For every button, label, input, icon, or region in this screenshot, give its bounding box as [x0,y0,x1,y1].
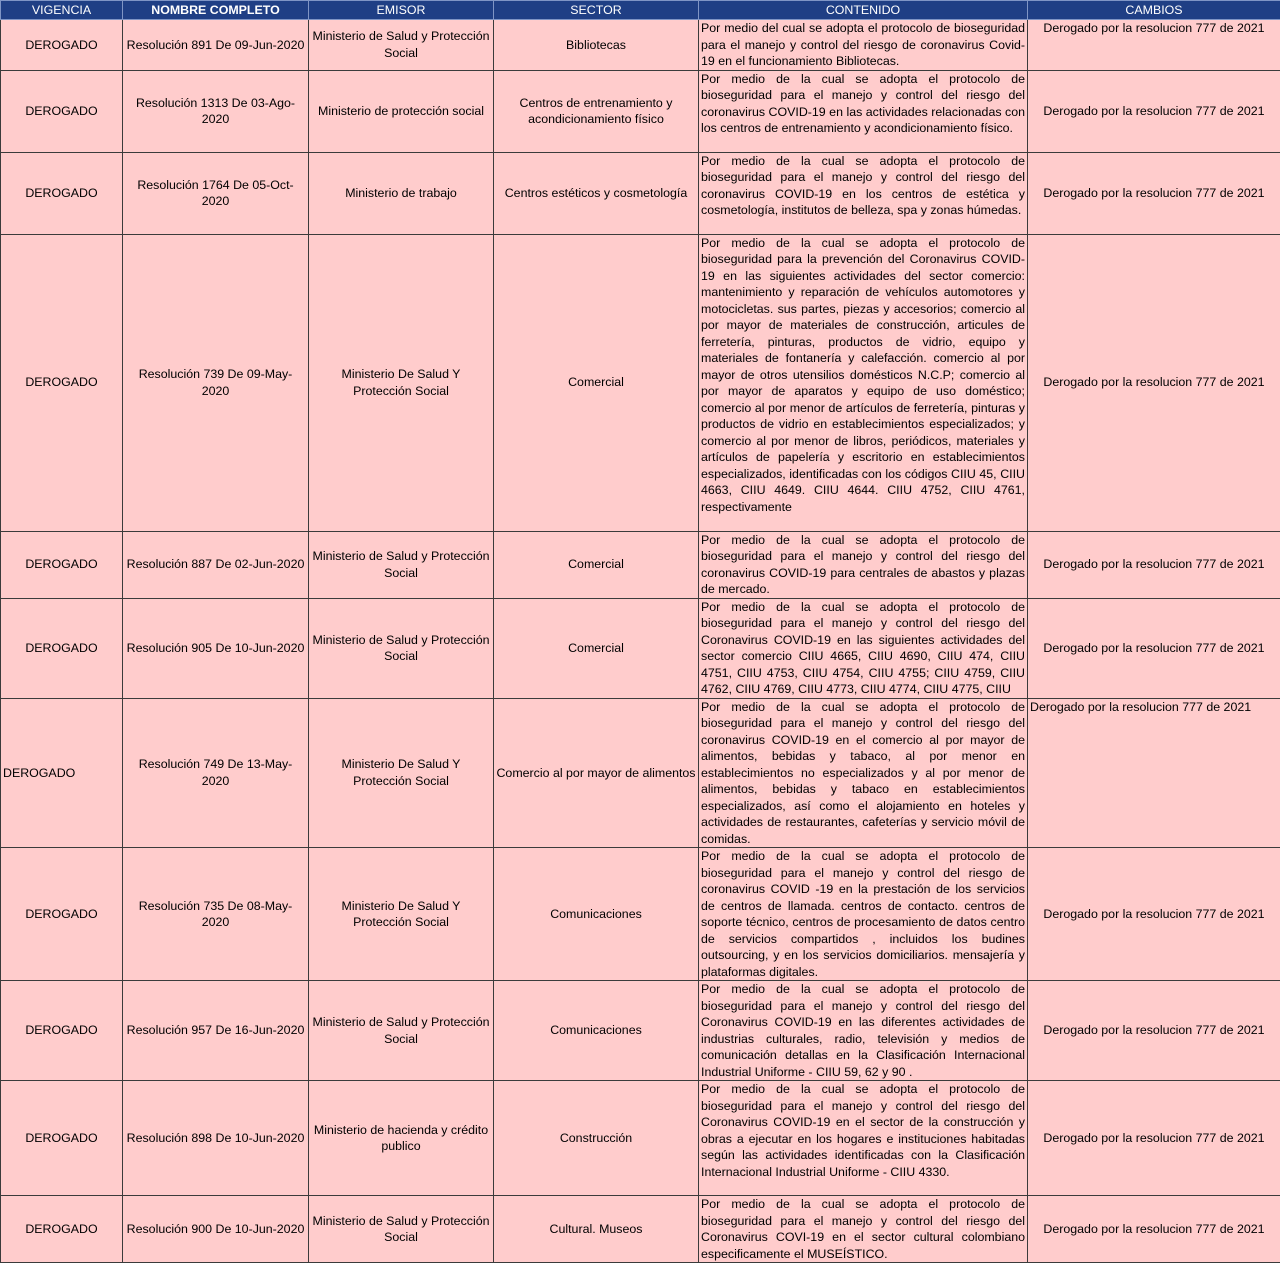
table-row [1,598,1280,698]
cell-contenido[interactable]: Por medio del cual se adopta el protocolo de bioseguridad para el manejo y control del riesgo de coronavirus Covid-19 en el funcionamiento Bibliotecas. [699,20,1028,71]
table-row [1,848,1280,981]
cell-sector[interactable]: Cultural. Museos [494,1196,699,1263]
cell-vigencia[interactable]: DEROGADO [1,1081,123,1196]
cell-emisor[interactable]: Ministerio De Salud Y Protección Social [309,234,494,531]
cell-nombre[interactable]: Resolución 1313 De 03-Ago-2020 [123,70,309,152]
cell-cambios[interactable]: Derogado por la resolucion 777 de 2021 [1028,152,1280,234]
cell-nombre[interactable]: Resolución 749 De 13-May-2020 [123,698,309,848]
cell-sector[interactable]: Centros de entrenamiento y acondicionamiento físico [494,70,699,152]
cell-sector[interactable]: Comercial [494,531,699,598]
cell-cambios[interactable]: Derogado por la resolucion 777 de 2021 [1028,1196,1280,1263]
cell-emisor[interactable]: Ministerio De Salud Y Protección Social [309,698,494,848]
cell-contenido[interactable]: Por medio de la cual se adopta el protocolo de bioseguridad para el manejo y control del riesgo del Coronavirus COVID-19 en las siguientes actividades del sector comercio CIIU 4665, CIIU 4690, CIIU 474, CIIU 4751, CIIU 4753, CIIU 4754, CIIU 4755; CIIU 4759, CIIU 4762, CIIU 4769, CIIU 4773, CIIU 4774, CIIU 4775, CIIU [699,598,1028,698]
cell-cambios[interactable]: Derogado por la resolucion 777 de 2021 [1028,20,1280,71]
cell-cambios[interactable]: Derogado por la resolucion 777 de 2021 [1028,1081,1280,1196]
table-row [1,20,1280,71]
table-row [1,152,1280,234]
header-cambios[interactable]: CAMBIOS [1028,1,1280,20]
table-row [1,981,1280,1081]
cell-emisor[interactable]: Ministerio de hacienda y crédito publico [309,1081,494,1196]
cell-emisor[interactable]: Ministerio de Salud y Protección Social [309,1196,494,1263]
cell-emisor[interactable]: Ministerio de Salud y Protección Social [309,598,494,698]
cell-vigencia[interactable]: DEROGADO [1,20,123,71]
table-row [1,698,1280,848]
cell-contenido[interactable]: Por medio de la cual se adopta el protocolo de bioseguridad para el manejo y control del riesgo del coronavirus COVID-19 en las actividades relacionadas con los centros de entrenamiento y acondicionamiento físico. [699,70,1028,152]
cell-vigencia[interactable]: DEROGADO [1,981,123,1081]
table-row [1,1196,1280,1263]
header-emisor[interactable]: EMISOR [309,1,494,20]
cell-emisor[interactable]: Ministerio de Salud y Protección Social [309,20,494,71]
cell-cambios[interactable]: Derogado por la resolucion 777 de 2021 [1028,234,1280,531]
cell-vigencia[interactable]: DEROGADO [1,152,123,234]
cell-emisor[interactable]: Ministerio de Salud y Protección Social [309,531,494,598]
header-sector[interactable]: SECTOR [494,1,699,20]
cell-contenido[interactable]: Por medio de la cual se adopta el protocolo de bioseguridad para el manejo y control del riesgo del coronavirus COVID-19 para centrales de abastos y plazas de mercado. [699,531,1028,598]
header-row [1,1,1280,20]
cell-cambios[interactable]: Derogado por la resolucion 777 de 2021 [1028,598,1280,698]
cell-cambios[interactable]: Derogado por la resolucion 777 de 2021 [1028,531,1280,598]
table-row [1,531,1280,598]
cell-contenido[interactable]: Por medio de la cual se adopta el protocolo de bioseguridad para el manejo y control del riesgo del Coronavirus COVID-19 en el sector de la construcción y obras a ejecutar en los hogares e instituciones habitadas según las actividades identificadas con la Clasificación Internacional Industrial Uniforme - CIIU 4330. [699,1081,1028,1196]
cell-contenido[interactable]: Por medio de la cual se adopta el protocolo de bioseguridad para el manejo y control del riesgo de coronavirus COVID -19 en la prestación de los servicios de centros de llamada. centros de contacto. centros de soporte técnico, centros de procesamiento de datos centro de servicios compartidos , incluidos los budines outsourcing, y en los servicios domiciliarios. mensajería y plataformas digitales. [699,848,1028,981]
cell-nombre[interactable]: Resolución 900 De 10-Jun-2020 [123,1196,309,1263]
cell-nombre[interactable]: Resolución 735 De 08-May-2020 [123,848,309,981]
cell-contenido[interactable]: Por medio de la cual se adopta el protocolo de bioseguridad para el manejo y control del riesgo del Coronavirus COVI-19 en el sector cultural colombiano especificamente el MUSEÍSTICO. [699,1196,1028,1263]
header-contenido[interactable]: CONTENIDO [699,1,1028,20]
cell-contenido[interactable]: Por medio de la cual se adopta el protocolo de bioseguridad para el manejo y control del riesgo del coronavirus COVID-19 en los centros de estética y cosmetología, institutos de belleza, spa y zonas húmedas. [699,152,1028,234]
cell-sector[interactable]: Construcción [494,1081,699,1196]
cell-nombre[interactable]: Resolución 1764 De 05-Oct-2020 [123,152,309,234]
cell-vigencia[interactable]: DEROGADO [1,70,123,152]
cell-sector[interactable]: Comercio al por mayor de alimentos [494,698,699,848]
header-nombre-completo[interactable]: NOMBRE COMPLETO [123,1,309,20]
cell-nombre[interactable]: Resolución 905 De 10-Jun-2020 [123,598,309,698]
cell-contenido[interactable]: Por medio de la cual se adopta el protocolo de bioseguridad para la prevención del Coronavirus COVID-19 en las siguientes actividades del sector comercio: mantenimiento y reparación de vehículos automotores y motocicletas. sus partes, piezas y accesorios; comercio al por mayor de materiales de construcción, articules de ferretería, pinturas, productos de vidrio, equipo y materiales de fontanería y calefacción. comercio al por mayor de otros utensilios domésticos N.C.P; comercio al por mayor de aparatos y equipo de uso doméstico; comercio al por menor de artículos de ferretería, pinturas y productos de vidrio en establecimientos especializados; y comercio al por menor de libros, periódicos, materiales y artículos de papelería y escritorio en establecimientos especializados, identificadas con los códigos CIIU 45, CIIU 4663, CIIU 4649. CIIU 4644. CIIU 4752, CIIU 4761, respectivamente [699,234,1028,531]
cell-contenido[interactable]: Por medio de la cual se adopta el protocolo de bioseguridad para el manejo y control del riesgo del coronavirus COVID-19 en el comercio al por mayor de alimentos, bebidas y tabaco, al por menor en establecimientos no especializados y al por menor de alimentos, bebidas y tabaco en establecimientos especializados, así como el alojamiento en hoteles y actividades de restaurantes, cafeterías y servicio móvil de comidas. [699,698,1028,848]
table-row [1,1081,1280,1196]
table-row [1,70,1280,152]
cell-emisor[interactable]: Ministerio de protección social [309,70,494,152]
cell-nombre[interactable]: Resolución 891 De 09-Jun-2020 [123,20,309,71]
cell-nombre[interactable]: Resolución 957 De 16-Jun-2020 [123,981,309,1081]
cell-vigencia[interactable]: DEROGADO [1,848,123,981]
cell-vigencia[interactable]: DEROGADO [1,598,123,698]
header-vigencia[interactable]: VIGENCIA [1,1,123,20]
cell-vigencia[interactable]: DEROGADO [1,698,123,848]
table-row [1,234,1280,531]
cell-cambios[interactable]: Derogado por la resolucion 777 de 2021 [1028,698,1280,848]
cell-emisor[interactable]: Ministerio De Salud Y Protección Social [309,848,494,981]
cell-sector[interactable]: Bibliotecas [494,20,699,71]
cell-vigencia[interactable]: DEROGADO [1,531,123,598]
cell-sector[interactable]: Comunicaciones [494,848,699,981]
cell-contenido[interactable]: Por medio de la cual se adopta el protocolo de bioseguridad para el manejo y control del riesgo del Coronavirus COVID-19 en las diferentes actividades de industrias culturales, radio, televisión y medios de comunicación detallas en la Clasificación Internacional Industrial Uniforme - CIIU 59, 62 y 90 . [699,981,1028,1081]
cell-emisor[interactable]: Ministerio de Salud y Protección Social [309,981,494,1081]
cell-nombre[interactable]: Resolución 898 De 10-Jun-2020 [123,1081,309,1196]
cell-sector[interactable]: Comunicaciones [494,981,699,1081]
cell-cambios[interactable]: Derogado por la resolucion 777 de 2021 [1028,70,1280,152]
cell-cambios[interactable]: Derogado por la resolucion 777 de 2021 [1028,848,1280,981]
cell-vigencia[interactable]: DEROGADO [1,1196,123,1263]
cell-sector[interactable]: Centros estéticos y cosmetología [494,152,699,234]
cell-cambios[interactable]: Derogado por la resolucion 777 de 2021 [1028,981,1280,1081]
cell-nombre[interactable]: Resolución 887 De 02-Jun-2020 [123,531,309,598]
cell-vigencia[interactable]: DEROGADO [1,234,123,531]
cell-emisor[interactable]: Ministerio de trabajo [309,152,494,234]
cell-nombre[interactable]: Resolución 739 De 09-May-2020 [123,234,309,531]
cell-sector[interactable]: Comercial [494,234,699,531]
cell-sector[interactable]: Comercial [494,598,699,698]
